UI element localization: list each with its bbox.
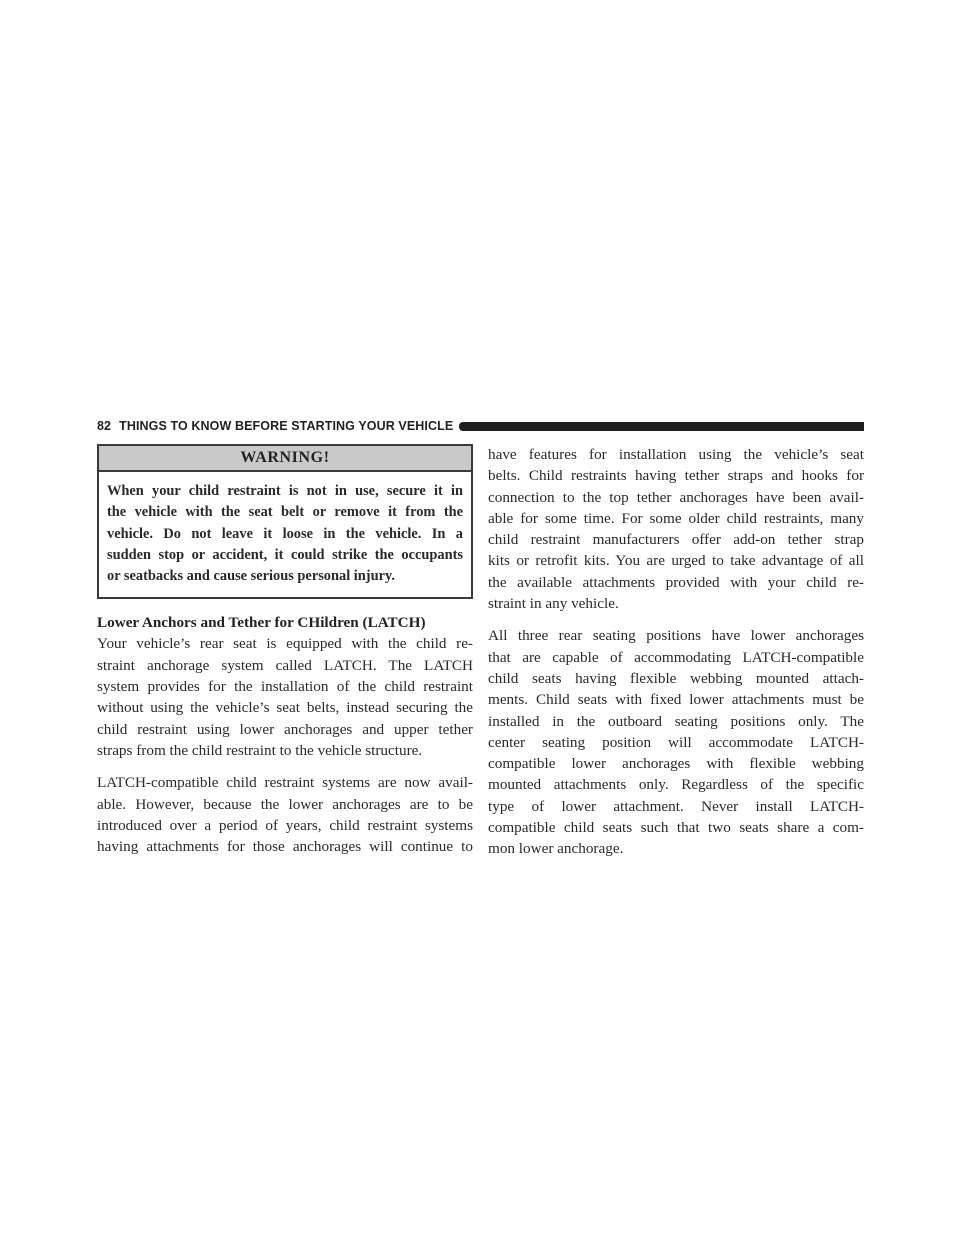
text-line: LATCH-compatible child restraint systems are now avail- [97,774,473,792]
text-line: able. However, because the lower anchorages are to be [97,795,473,813]
text-line: without using the vehicle’s seat belts, instead securing the [97,699,473,717]
text-line: having attachments for those anchorages will continue to [97,838,473,856]
section-title: THINGS TO KNOW BEFORE STARTING YOUR VEHICLE [119,419,454,433]
text-line: straint anchorage system called LATCH. The LATCH [97,656,473,674]
text-line: mounted attachments only. Regardless of the specific [488,776,864,794]
paragraph [488,625,864,859]
page-header [97,416,864,436]
warning-box [97,444,473,599]
paragraph [97,772,473,857]
text-line: compatible child seats such that two seats share a com- [488,819,864,837]
text-line: mon lower anchorage. [488,840,624,858]
text-line: kits or retrofit kits. You are urged to take advantage of all [488,552,864,570]
text-line: center seating position will accommodate LATCH- [488,733,864,751]
warning-line: vehicle. Do not leave it loose in the vehicle. In a [107,525,463,542]
text-line: child restraint manufacturers offer add-on tether strap [488,531,864,549]
text-line: compatible lower anchorages with flexible webbing [488,755,864,773]
text-line: All three rear seating positions have lower anchorages [488,627,864,645]
text-line: ments. Child seats with fixed lower attachments must be [488,691,864,709]
text-line: system provides for the installation of the child restraint [97,678,473,696]
text-line: connection to the top tether anchorages have been avail- [488,488,864,506]
right-column [488,444,864,860]
latch-heading: Lower Anchors and Tether for CHildren (LATCH) [97,614,426,632]
text-line: belts. Child restraints having tether straps and hooks for [488,467,864,485]
text-line: child seats having flexible webbing mounted attach- [488,669,864,687]
text-line: have features for installation using the vehicle’s seat [488,446,864,463]
warning-line: or seatbacks and cause serious personal injury. [107,568,395,585]
text-line: straint in any vehicle. [488,595,619,613]
header-rule [459,422,864,431]
text-line: that are capable of accommodating LATCH-compatible [488,648,864,666]
warning-line: the vehicle with the seat belt or remove it from the [107,504,463,521]
paragraph [97,633,473,761]
text-line: introduced over a period of years, child restraint systems [97,816,473,834]
paragraph [488,444,864,614]
text-line: child restraint using lower anchorages and upper tether [97,720,473,738]
warning-line: sudden stop or accident, it could strike the occupants [107,546,463,563]
text-line: installed in the outboard seating positions only. The [488,712,864,730]
warning-body [99,472,471,597]
page-number: 82 [97,419,112,433]
text-line: straps from the child restraint to the vehicle structure. [97,741,423,759]
text-line: able for some time. For some older child restraints, many [488,509,864,527]
left-column [97,444,473,857]
text-line: type of lower attachment. Never install LATCH- [488,797,864,815]
warning-line: When your child restraint is not in use, secure it in [107,483,463,499]
text-line: the available attachments provided with your child re- [488,573,864,591]
warning-title: WARNING! [99,446,471,472]
text-line: Your vehicle’s rear seat is equipped with the child re- [97,635,473,653]
